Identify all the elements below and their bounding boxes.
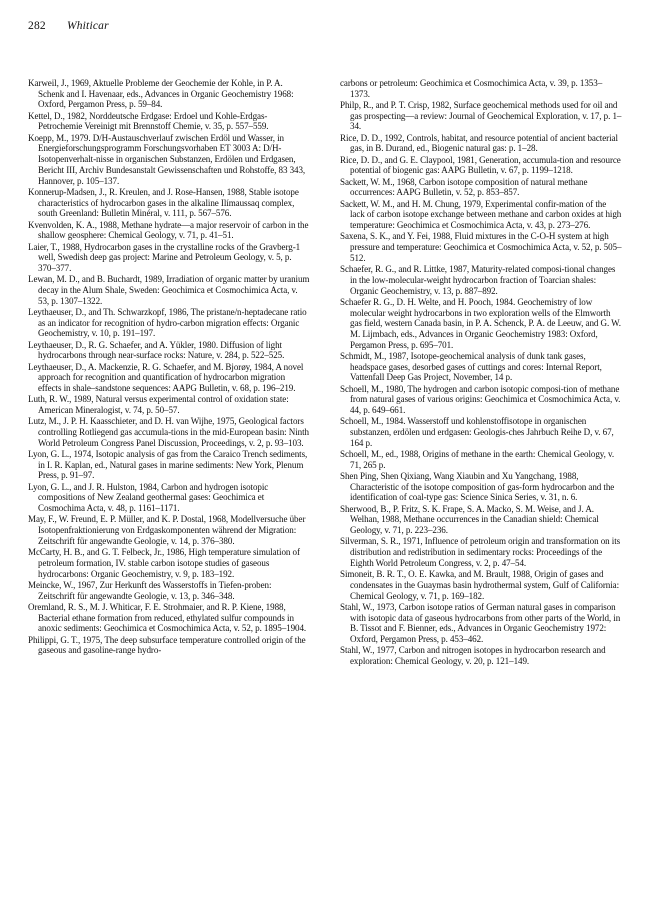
reference-entry: Oremland, R. S., M. J. Whiticar, F. E. Strohmaier, and R. P. Kiene, 1988, Bacterial ethane formation from reduced, ethylated sulfur compounds in anoxic sediments: Geochimica et Cosmochimica Acta, v. 52, p. 1895–1904. — [28, 601, 307, 634]
reference-entry: Luth, R. W., 1989, Natural versus experimental control of oxidation state: American Mineralogist, v. 74, p. 50–57. — [28, 394, 289, 416]
reference-entry: carbons or petroleum: Geochimica et Cosmochimica Acta, v. 39, p. 1353–1373. — [340, 78, 603, 99]
reference-entry: Sherwood, B., P. Fritz, S. K. Frape, S. A. Macko, S. M. Weise, and J. A. Welhan, 1988, Methane occurrences in the Canadian shield: Chemical Geology, v. 71, p. 223–236. — [340, 503, 599, 536]
reference-entry: Silverman, S. R., 1971, Influence of petroleum origin and transformation on its distribution and redistribution in sedimentary rocks: Proceedings of the Eighth World Petroleum Congress, v. 2, p. 47–54. — [340, 536, 621, 568]
reference-entry: Karweil, J., 1969, Aktuelle Probleme der Geochemie der Kohle, in P. A. Schenk and I. Havenaar, eds., Advances in Organic Geochemistry 1968: Oxford, Pergamon Press, p. 59–84. — [28, 78, 294, 110]
reference-entry: Simoneit, B. R. T., O. E. Kawka, and M. Brault, 1988, Origin of gases and condensates in the Guaymas basin hydrothermal system, Gulf of California: Chemical Geology, v. 71, p. 169–182. — [340, 569, 620, 601]
reference-entry: Saxena, S. K., and Y. Fei, 1988, Fluid mixtures in the C-O-H system at high pressure and temperature: Geochimica et Cosmochimica Acta, v. 52, p. 505–512. — [340, 231, 622, 263]
reference-entry: Lewan, M. D., and B. Buchardt, 1989, Irradiation of organic matter by uranium decay in the Alum Shale, Sweden: Geochimica et Cosmochimica Acta, v. 53, p. 1307–1322. — [28, 274, 310, 306]
reference-entry: May, F., W. Freund, E. P. Müller, and K. P. Dostal, 1968, Modellversuche über Isotopenfraktionierung von Erdgaskomponenten während der Migration: Zeitschrift für angewandte Geologie, v. 14, p. 376–380. — [28, 514, 306, 546]
reference-entry: Sackett, W. M., and H. M. Chung, 1979, Experimental confir-mation of the lack of carbon isotope exchange between methane and carbon oxides at high temperature: Geochimica et Cosmochimica Acta, v. 43, p. 273–276. — [340, 198, 622, 231]
reference-entry: Schoell, M., ed., 1988, Origins of methane in the earth: Chemical Geology, v. 71, 265 p. — [340, 449, 615, 470]
reference-entry: Kettel, D., 1982, Norddeutsche Erdgase: Erdoel und Kohle-Erdgas-Petrochemie Vereinigt mit Brennstoff Chemie, v. 35, p. 557–559. — [28, 110, 269, 132]
reference-entry: Laier, T., 1988, Hydrocarbon gases in the crystalline rocks of the Gravberg-1 well, Swedish deep gas project: Marine and Petroleum Geology, v. 5, p. 370–377. — [28, 241, 301, 273]
reference-entry: Leythaeuser, D., A. Mackenzie, R. G. Schaefer, and M. Bjorøy, 1984, A novel approach for recognition and quantification of hydrocarbon migration effects in shale–sandstone sequences: AAPG Bulletin, v. 68, p. 196–219. — [28, 361, 304, 394]
running-header — [28, 20, 109, 32]
reference-entry: Rice, D. D., and G. E. Claypool, 1981, Generation, accumula-tion and resource potential of biogenic gas: AAPG Bulletin, v. 67, p. 1199–1218. — [340, 154, 621, 176]
reference-entry: Lyon, G. L., 1974, Isotopic analysis of gas from the Caraico Trench sediments, in I. R. Kaplan, ed., Natural gases in marine sediments: New York, Plenum Press, p. 91–97. — [28, 449, 308, 481]
reference-entry: Koepp, M., 1979. D/H-Austauschverlauf zwischen Erdöl und Wasser, in Energieforschungsprogramm Forschungsvorhaben ET 3003 A: D/H-Isotopenverhalt-nisse in organischen Substanzen, Erdölen und Erdgasen, Bericht III, Archiv Bundesanstalt Gewissenschaften und Rohstoffe, 83 343, Hannover, p. 105–137. — [28, 132, 306, 186]
page-number: 282 — [28, 20, 46, 32]
reference-entry: Schmidt, M., 1987, Isotope-geochemical analysis of dunk tank gases, headspace gases, desorbed gases of cuttings and cores: Internal Report, Vattenfall Deep Gas Project, November, 14 p. — [340, 350, 602, 383]
reference-entry: Schaefer, R. G., and R. Littke, 1987, Maturity-related composi-tional changes in the low-molecular-weight hydrocarbon fraction of Toarcian shales: Organic Geochemistry, v. 13, p. 887–892. — [340, 264, 616, 296]
references-right-column — [340, 78, 622, 667]
reference-entry: Shen Ping, Shen Qixiang, Wang Xiaubin and Xu Yangchang, 1988, Characteristic of the isotope composition of gas-form hydrocarbon and the identification of coal-type gas: Science Sinica Series, v. 31, n. 6. — [340, 471, 615, 503]
reference-entry: Meincke, W., 1967, Zur Herkunft des Wasserstoffs in Tiefen-proben: Zeitschrift für angewandte Geologie, v. 13, p. 346–348. — [28, 579, 272, 601]
running-head-author: Whiticar — [66, 20, 109, 32]
reference-entry: Schoell, M., 1980, The hydrogen and carbon isotopic composi-tion of methane from natural gases of various origins: Geochimica et Cosmochimica Acta, v. 44, p. 649–661. — [340, 383, 621, 416]
reference-entry: Kvenvolden, K. A., 1988, Methane hydrate—a major reservoir of carbon in the shallow geosphere: Chemical Geology, v. 71, p. 41–51. — [28, 219, 309, 241]
reference-entry: Konnerup-Madsen, J., R. Kreulen, and J. Rose-Hansen, 1988, Stable isotope characteristics of hydrocarbon gases in the alkaline Ilímaussaq complex, south Greenland: Bulletin Minéral, v. 111, p. 567–576. — [28, 186, 299, 219]
reference-entry: McCarty, H. B., and G. T. Felbeck, Jr., 1986, High temperature simulation of petroleum formation, IV. stable carbon isotope studies of gaseous hydrocarbons: Organic Geochemistry, v. 9, p. 183–192. — [28, 547, 300, 579]
reference-entry: Rice, D. D., 1992, Controls, habitat, and resource potential of ancient bacterial gas, in B. Durand, ed., Biogenic natural gas: p. 1–28. — [340, 132, 618, 154]
reference-entry: Philippi, G. T., 1975, The deep subsurface temperature controlled origin of the gaseous and gasoline-range hydro- — [28, 634, 306, 656]
reference-entry: Leythaeuser, D., and Th. Schwarzkopf, 1986, The pristane/n-heptadecane ratio as an indicator for recognition of hydro-carbon migration effects: Organic Geochemistry, v. 10, p. 191–197. — [28, 306, 307, 339]
reference-entry: Schoell, M., 1984. Wasserstoff und kohlenstoffisotope in organischen substanzen, erdölen und erdgasen: Geologis-ches Jahrbuch Reihe D, v. 67, 164 p. — [340, 416, 614, 448]
reference-entry: Stahl, W., 1977, Carbon and nitrogen isotopes in hydrocarbon research and exploration: Chemical Geology, v. 20, p. 121–149. — [340, 645, 606, 666]
reference-entry: Lutz, M., J. P. H. Kaasschieter, and D. H. van Wijhe, 1975, Geological factors controlling Rotliegend gas accumula-tions in the mid-European basin: Ninth World Petroleum Congress Panel Discussion, Proceedings, v. 2, p. 93–103. — [28, 416, 309, 448]
reference-entry: Schaefer R. G., D. H. Welte, and H. Pooch, 1984. Geochemistry of low molecular weight hydrocarbons in two exploration wells of the Elmworth gas field, western Canada basin, in P. A. Schenck, P. A. de Leeuw, and G. W. M. Lijmbach, eds., Advances in Organic Geochemistry 1983: Oxford, Pergamon Press, p. 695–701. — [340, 296, 621, 350]
reference-entry: Leythaeuser, D., R. G. Schaefer, and A. Yükler, 1980. Diffusion of light hydrocarbons through near-surface rocks: Nature, v. 284, p. 522–525. — [28, 339, 285, 361]
reference-entry: Stahl, W., 1973, Carbon isotope ratios of German natural gases in comparison with isotopic data of gaseous hydrocarbons from other parts of the World, in B. Tissot and F. Bienner, eds., Advances in Organic Geochemistry 1972: Oxford, Pergamon Press, p. 453–462. — [340, 601, 621, 644]
reference-entry: Lyon, G. L., and J. R. Hulston, 1984, Carbon and hydrogen isotopic compositions of New Zealand geothermal gases: Geochimica et Cosmochima Acta, v. 48, p. 1161–1171. — [28, 481, 269, 514]
references-left-column — [28, 78, 310, 657]
reference-entry: Philp, R., and P. T. Crisp, 1982, Surface geochemical methods used for oil and gas prospecting—a review: Journal of Geochemical Exploration, v. 17, p. 1–34. — [340, 100, 622, 132]
reference-entry: Sackett, W. M., 1968, Carbon isotope composition of natural methane occurrences: AAPG Bulletin, v. 52, p. 853–857. — [340, 176, 588, 198]
